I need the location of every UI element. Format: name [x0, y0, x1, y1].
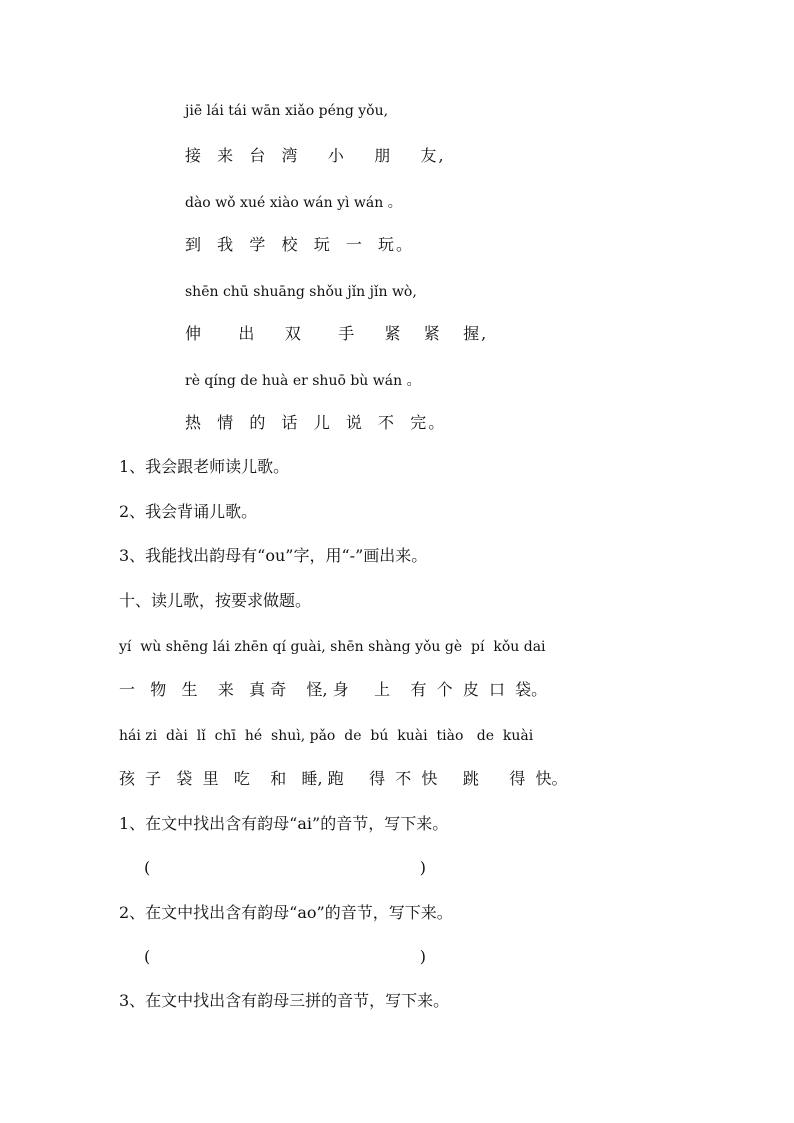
task-1: 1、我会跟老师读儿歌。 [119, 457, 290, 476]
poem-pinyin-line-2: dào wǒ xué xiào wán yì wán 。 [185, 195, 402, 211]
poem-pinyin-line-4: rè qíng de huà er shuō bù wán 。 [185, 373, 421, 389]
question-2: 2、在文中找出含有韵母“ao”的音节，写下来。 [119, 903, 453, 922]
question-1: 1、在文中找出含有韵母“ai”的音节，写下来。 [119, 814, 449, 833]
section-10-heading: 十、读儿歌，按要求做题。 [119, 591, 312, 610]
question-3: 3、在文中找出含有韵母三拼的音节，写下来。 [119, 991, 450, 1010]
rhyme-hanzi-line-2: 孩 子 袋 里 吃 和 睡, 跑 得 不 快 跳 得 快。 [119, 769, 568, 788]
answer-blank-1[interactable]: ( ) [144, 858, 427, 877]
answer-blank-2[interactable]: ( ) [144, 947, 427, 966]
rhyme-pinyin-line-1: yí wù shēng lái zhēn qí guài, shēn shàng yǒu gè pí kǒu dai [119, 639, 546, 655]
task-3: 3、我能找出韵母有“ou”字，用“-”画出来。 [119, 546, 428, 565]
poem-hanzi-line-1: 接 来 台 湾 小 朋 友, [185, 146, 446, 165]
poem-hanzi-line-3: 伸 出 双 手 紧 紧 握, [185, 324, 489, 343]
rhyme-pinyin-line-2: hái zi dài lǐ chī hé shuì, pǎo de bú kuài tiào de kuài [119, 728, 534, 744]
rhyme-hanzi-line-1: 一 物 生 来 真 奇 怪, 身 上 有 个 皮 口 袋。 [119, 680, 548, 699]
poem-hanzi-line-2: 到 我 学 校 玩 一 玩。 [185, 235, 415, 254]
poem-pinyin-line-1: jiē lái tái wān xiǎo péng yǒu, [185, 103, 389, 119]
poem-pinyin-line-3: shēn chū shuāng shǒu jǐn jǐn wò, [185, 284, 417, 300]
task-2: 2、我会背诵儿歌。 [119, 502, 258, 521]
poem-hanzi-line-4: 热 情 的 话 儿 说 不 完。 [185, 413, 447, 432]
